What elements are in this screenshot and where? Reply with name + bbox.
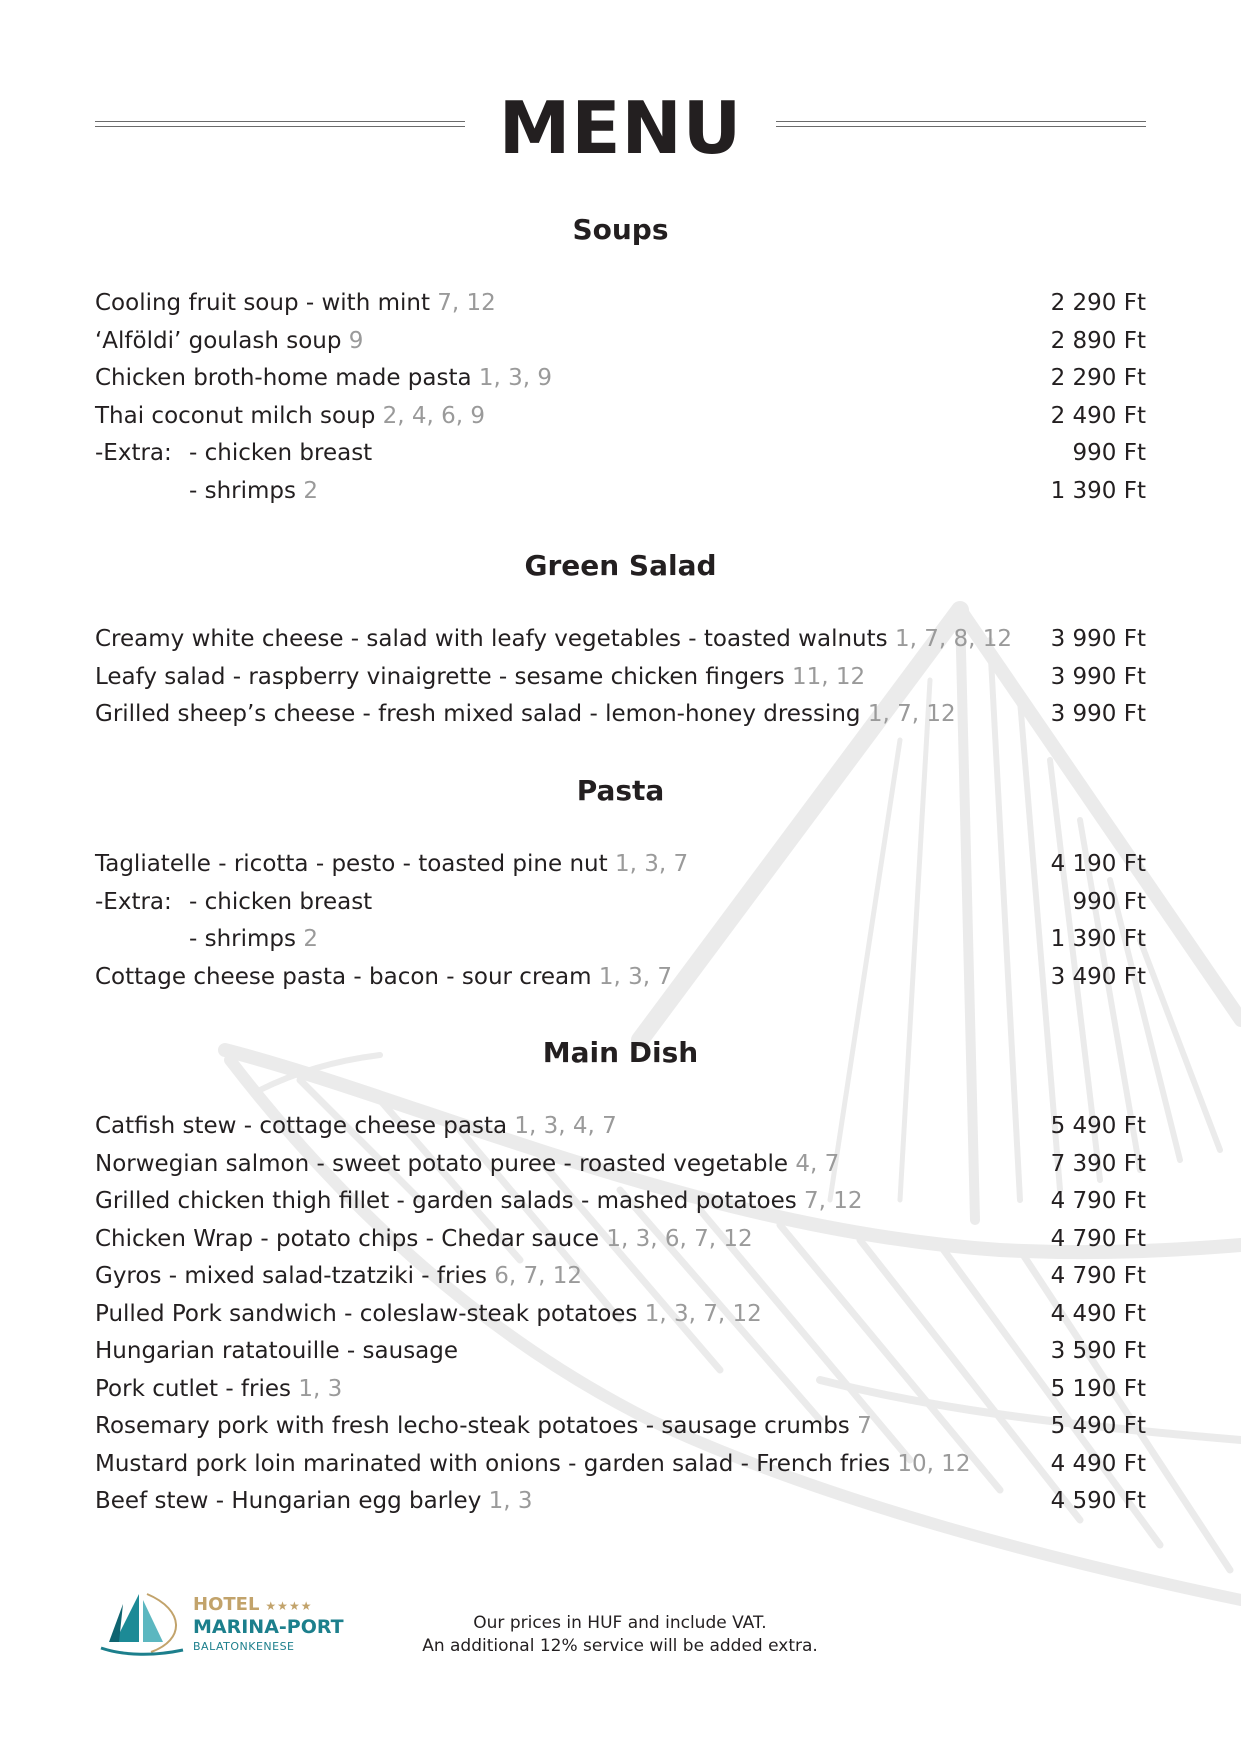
item-name: - chicken breast [189,440,373,466]
item-price: 1 390 Ft [1050,926,1146,952]
item-name: Pork cutlet - fries [95,1375,292,1402]
item-name: - shrimps [189,477,297,504]
item-name: Cottage cheese pasta - bacon - sour cream [95,963,592,990]
menu-header [95,88,1146,168]
item-price: 4 490 Ft [1050,1300,1146,1327]
item-price: 1 390 Ft [1050,477,1146,504]
item-price: 4 490 Ft [1050,1450,1146,1477]
item-price: 2 290 Ft [1050,365,1146,391]
item-price: 5 190 Ft [1050,1375,1146,1402]
menu-item [95,288,1146,326]
item-allergens: 1, 7, 8, 12 [894,626,1012,652]
item-price: 5 490 Ft [1050,1113,1146,1139]
header-rule-right [776,121,1146,127]
menu-title: MENU [498,86,743,170]
extra-label: -Extra: [95,888,172,915]
item-allergens: 1, 3 [488,1488,533,1514]
menu-item [95,662,1146,700]
item-price: 3 590 Ft [1050,1338,1146,1364]
logo-place: BALATONKENESE [193,1640,295,1653]
menu-item [95,1299,1146,1337]
item-list [95,624,1146,737]
item-price: 2 890 Ft [1050,327,1146,354]
item-name: Chicken Wrap - potato chips - Chedar sauce [95,1225,599,1252]
section-title: Pasta [576,774,665,807]
section-title: Soups [572,213,669,246]
item-name: Leafy salad - raspberry vinaigrette - sesame chicken fingers [95,663,785,690]
logo-name: MARINA-PORT [193,1616,344,1638]
item-allergens: 2 [303,926,318,952]
item-price: 4 190 Ft [1050,851,1146,877]
item-price: 4 790 Ft [1050,1263,1146,1289]
item-allergens: 10, 12 [897,1450,971,1477]
item-name: Rosemary pork with fresh lecho-steak potatoes - sausage crumbs [95,1413,850,1439]
item-name: Thai coconut milch soup [95,402,376,429]
item-allergens: 9 [348,327,364,354]
item-name: Mustard pork loin marinated with onions - garden salad - French fries [95,1450,891,1477]
item-name: Grilled sheep’s cheese - fresh mixed salad - lemon-honey dressing [95,701,861,727]
item-price: 5 490 Ft [1050,1413,1146,1439]
menu-item [95,1411,1146,1449]
logo-hotel-text: HOTEL [193,1594,260,1615]
item-allergens: 1, 3, 7 [614,851,689,877]
item-price: 7 390 Ft [1050,1150,1146,1177]
section-title: Main Dish [542,1036,699,1069]
item-list [95,1111,1146,1524]
menu-item [95,1261,1146,1299]
item-allergens: 1, 3, 7, 12 [644,1300,762,1327]
item-allergens: 4, 7 [795,1150,840,1177]
item-name: Chicken broth-home made pasta [95,365,472,391]
item-allergens: 11, 12 [791,663,866,690]
item-allergens: 7 [857,1413,872,1439]
menu-item [95,699,1146,737]
item-name: - shrimps [189,926,297,952]
price-note [400,1612,840,1658]
item-allergens: 7, 12 [804,1188,863,1214]
item-name: ‘Alföldi’ goulash soup [95,327,342,354]
sailboat-logo-icon [95,1590,185,1660]
menu-item [95,363,1146,401]
menu-item-extra [95,438,1146,476]
menu-item [95,1111,1146,1149]
item-allergens: 1, 7, 12 [867,701,956,727]
item-list [95,288,1146,513]
item-name: Hungarian ratatouille - sausage [95,1338,459,1364]
menu-item-extra [95,924,1146,962]
item-name: Catfish stew - cottage cheese pasta [95,1113,508,1139]
menu-item-extra [95,476,1146,514]
item-allergens: 1, 3, 4, 7 [514,1113,617,1139]
item-price: 3 990 Ft [1050,663,1146,690]
item-price: 3 490 Ft [1050,963,1146,990]
menu-item [95,1374,1146,1412]
menu-item [95,1336,1146,1374]
item-allergens: 1, 3 [298,1375,343,1402]
item-price: 990 Ft [1072,888,1146,915]
item-list [95,849,1146,999]
extra-label: -Extra: [95,440,172,466]
menu-item [95,849,1146,887]
item-name: Gyros - mixed salad-tzatziki - fries [95,1263,487,1289]
item-name: Cooling fruit soup - with mint [95,290,430,316]
item-price: 4 790 Ft [1050,1188,1146,1214]
price-note-line-1: Our prices in HUF and include VAT. [473,1613,767,1633]
item-price: 3 990 Ft [1050,701,1146,727]
menu-item [95,401,1146,439]
item-price: 3 990 Ft [1050,626,1146,652]
section-title: Green Salad [524,549,717,582]
menu-item [95,1149,1146,1187]
menu-item-extra [95,887,1146,925]
rating-stars: ★★★★ [265,1599,313,1613]
hotel-logo [95,1590,355,1660]
item-allergens: 2, 4, 6, 9 [382,402,486,429]
menu-item [95,962,1146,1000]
item-name: Grilled chicken thigh fillet - garden salads - mashed potatoes [95,1188,797,1214]
item-allergens: 1, 3, 9 [478,365,553,391]
menu-item [95,1449,1146,1487]
item-name: Creamy white cheese - salad with leafy vegetables - toasted walnuts [95,626,888,652]
item-name: Tagliatelle - ricotta - pesto - toasted pine nut [95,851,608,877]
menu-item [95,1486,1146,1524]
item-price: 2 290 Ft [1050,290,1146,316]
item-allergens: 1, 3, 7 [598,963,673,990]
item-allergens: 6, 7, 12 [494,1263,583,1289]
item-allergens: 7, 12 [437,290,496,316]
item-name: Pulled Pork sandwich - coleslaw-steak potatoes [95,1300,638,1327]
menu-item [95,624,1146,662]
menu-item [95,326,1146,364]
item-allergens: 2 [303,477,318,504]
item-price: 4 590 Ft [1050,1488,1146,1514]
menu-item [95,1224,1146,1262]
item-name: Beef stew - Hungarian egg barley [95,1488,482,1514]
item-name: - chicken breast [189,888,373,915]
menu-item [95,1186,1146,1224]
item-price: 4 790 Ft [1050,1225,1146,1252]
price-note-line-2: An additional 12% service will be added extra. [422,1636,818,1656]
item-name: Norwegian salmon - sweet potato puree - roasted vegetable [95,1150,789,1177]
item-price: 990 Ft [1072,440,1146,466]
item-allergens: 1, 3, 6, 7, 12 [606,1225,753,1252]
item-price: 2 490 Ft [1050,402,1146,429]
